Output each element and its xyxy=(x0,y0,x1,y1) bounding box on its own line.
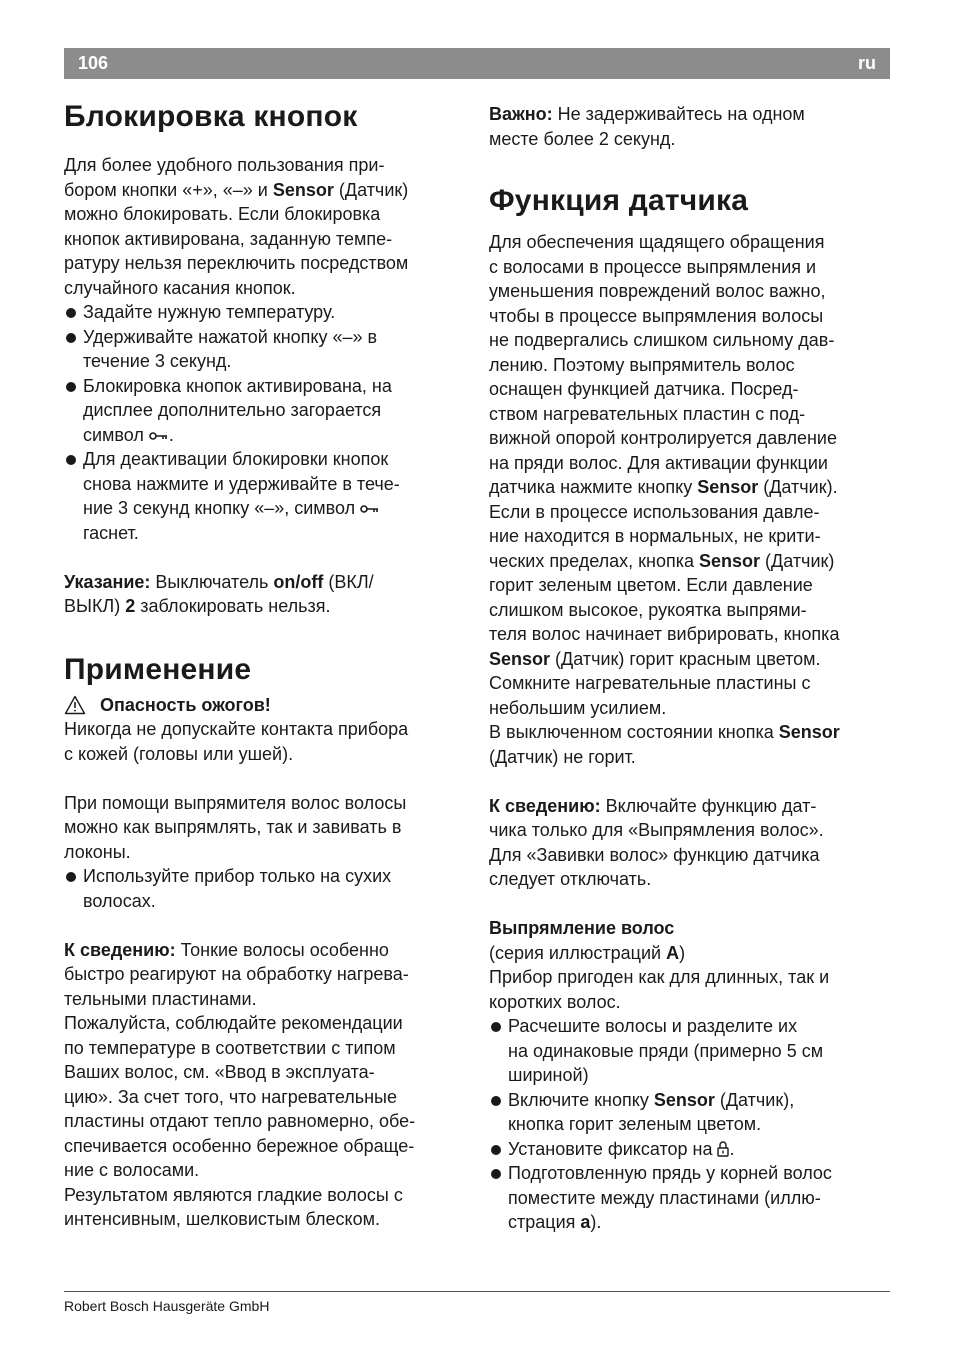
burn-warning-heading: Опасность ожогов! xyxy=(64,693,464,718)
sensor-description: Для обеспечения щадящего обращения с волосами в процессе выпрямления и уменьшения повреждений волос важно, чтобы в процессе выпрямления волосы не подвергались слишком сильному дав- лению. Поэтому выпрямитель волос оснащен функцией датчика. Посред- ством нагревательных пластин с под- вижной опорой контролируется давление на пряди волос. Для активации функции датчика нажмите кнопку Sensor (Датчик). Если в процессе использования давле- ние находится в нормальных, не крити- ческих пределах, кнопка Sensor (Датчик) горит зеленым цветом. Если давление слишком высокое, рукоятка выпрями- теля волос начинает вибрировать, кнопка Sensor (Датчик) горит красным цветом. Сомкните нагревательные пластины с небольшим усилием. В выключенном состоянии кнопка Sensor (Датчик) не горит. xyxy=(489,232,840,767)
page-header xyxy=(64,48,890,79)
sensor-section-title: Функция датчика xyxy=(489,184,749,217)
straightening-steps xyxy=(489,1014,890,1235)
page-number: 106 xyxy=(78,53,109,73)
list-item: Задайте нужную температуру. xyxy=(64,300,464,325)
usage-para: При помощи выпрямителя волос волосы можно как выпрямлять, так и завивать в локоны. xyxy=(64,792,407,862)
list-item: Расчешите волосы и разделите их на одинаковые пряди (примерно 5 см шириной) xyxy=(489,1014,890,1088)
straightening-intro: Прибор пригоден как для длинных, так и коротких волос. xyxy=(489,967,830,1012)
fine-hair-info: К сведению: Тонкие волосы особенно быстро реагируют на обработку нагрева- тельными пластинами. Пожалуйста, соблюдайте рекомендации по температуре в соответствии с типом Ваших волос, см. «Ввод в эксплуата- цию». За счет того, что нагревательные пластины отдают тепло равномерно, обе- спечивается особенно бережное обраще- ние с волосами. Результатом являются гладкие волосы с интенсивным, шелковистым блеском. xyxy=(64,939,416,1229)
footer-divider xyxy=(64,1291,890,1292)
lock-section-title: Блокировка кнопок xyxy=(64,100,358,133)
key-icon xyxy=(149,430,169,442)
list-item: Используйте прибор только на сухих волосах. xyxy=(64,864,464,913)
straightening-heading: Выпрямление волос xyxy=(489,918,675,938)
important-note: Важно: Не задерживайтесь на одном месте более 2 секунд. xyxy=(489,104,805,149)
straightening-series: (серия иллюстраций A) xyxy=(489,942,686,963)
usage-list xyxy=(64,864,464,913)
lock-intro: Для более удобного пользования при- бором кнопки «+», «–» и Sensor (Датчик) можно блокировать. Если блокировка кнопок активирована, заданную темпе- ратуру нельзя переключить посредством случайного касания кнопок. xyxy=(64,155,409,298)
list-item: Блокировка кнопок активирована, на дисплее дополнительно загорается символ . xyxy=(64,374,464,448)
footer-company: Robert Bosch Hausgeräte GmbH xyxy=(64,1298,270,1314)
sensor-info: К сведению: Включайте функцию дат- чика только для «Выпрямления волос». Для «Завивки волос» функцию датчика следует отключать. xyxy=(489,795,824,889)
list-item: Удерживайте нажатой кнопку «–» в течение 3 секунд. xyxy=(64,325,464,374)
key-icon xyxy=(360,503,380,515)
language-code: ru xyxy=(858,53,876,73)
right-column xyxy=(489,102,890,1235)
burn-warning-text: Никогда не допускайте контакта прибора с кожей (головы или ушей). xyxy=(64,719,409,764)
lock-icon xyxy=(717,1140,729,1157)
list-item: Установите фиксатор на . xyxy=(489,1137,890,1162)
warning-triangle-icon xyxy=(64,695,86,715)
onoff-note: Указание: Выключатель on/off (ВКЛ/ ВЫКЛ) 2 заблокировать нельзя. xyxy=(64,571,374,616)
list-item: Для деактивации блокировки кнопок снова нажмите и удерживайте в тече- ние 3 секунд кнопку «–», символ гаснет. xyxy=(64,447,464,545)
usage-section-title: Применение xyxy=(64,652,252,686)
list-item: Включите кнопку Sensor (Датчик), кнопка горит зеленым цветом. xyxy=(489,1088,890,1137)
left-column xyxy=(64,98,464,1232)
lock-steps-list xyxy=(64,300,464,545)
list-item: Подготовленную прядь у корней волос поместите между пластинами (иллю- страция a). xyxy=(489,1161,890,1235)
